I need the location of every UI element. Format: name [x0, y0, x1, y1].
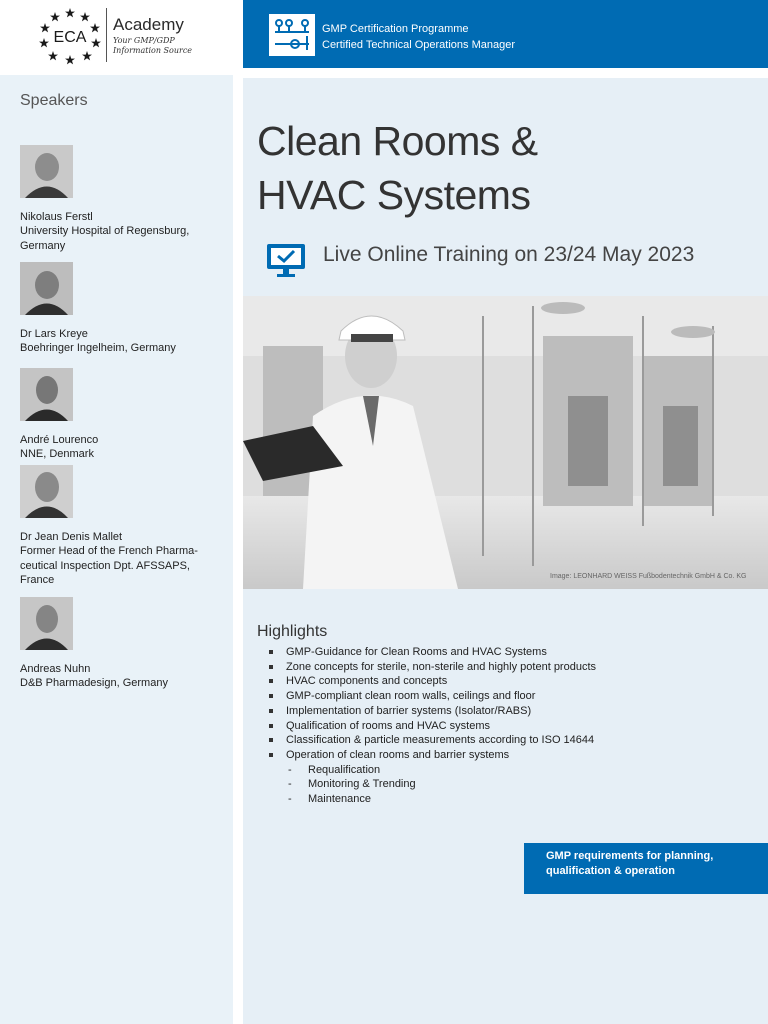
speaker-name: André Lourenco — [20, 434, 99, 446]
list-item: Operation of clean rooms and barrier systems — [268, 748, 748, 763]
highlights-list — [268, 645, 748, 807]
list-item: HVAC components and concepts — [268, 674, 748, 689]
list-item: GMP-compliant clean room walls, ceilings and floor — [268, 689, 748, 704]
speaker-card — [20, 597, 225, 691]
sub-list-item: - Monitoring & Trending — [268, 777, 748, 792]
list-item: Qualification of rooms and HVAC systems — [268, 719, 748, 734]
speaker-affiliation: D&B Pharmadesign, Germany — [20, 677, 168, 689]
speaker-affiliation: Boehringer Ingelheim, Germany — [20, 342, 176, 354]
speaker-photo — [20, 145, 73, 198]
programme-name: GMP Certification Programme — [322, 23, 469, 35]
speaker-affiliation: Former Head of the French Pharma- ceutical Inspection Dpt. AFSSAPS, France — [20, 545, 198, 586]
list-item: Implementation of barrier systems (Isolator/RABS) — [268, 704, 748, 719]
speaker-card — [20, 368, 225, 462]
list-item: Classification & particle measurements according to ISO 14644 — [268, 733, 748, 748]
eca-academy-logo — [0, 0, 233, 70]
sub-list-item: - Maintenance — [268, 792, 748, 807]
sub-list-item: - Requalification — [268, 763, 748, 778]
training-date: Live Online Training on 23/24 May 2023 — [323, 243, 695, 266]
online-monitor-icon — [266, 243, 306, 279]
programme-subtitle: Certified Technical Operations Manager — [322, 39, 516, 51]
page-title-line-1: Clean Rooms & — [257, 118, 538, 164]
eca-wordmark: ECA — [53, 29, 87, 46]
academy-title: Academy — [113, 15, 184, 34]
speaker-name: Andreas Nuhn — [20, 663, 91, 675]
hvac-system-icon — [269, 14, 315, 56]
speaker-photo — [20, 597, 73, 650]
highlights-heading: Highlights — [257, 623, 328, 640]
speaker-card — [20, 465, 225, 588]
callout-line-1: GMP requirements for planning, — [546, 850, 714, 862]
speaker-card — [20, 145, 225, 253]
list-item: Zone concepts for sterile, non-sterile and highly potent products — [268, 660, 748, 675]
speaker-name: Dr Jean Denis Mallet — [20, 531, 123, 543]
logo-divider — [106, 8, 107, 62]
academy-tagline-2: Information Source — [113, 46, 193, 55]
image-credit: Image: LEONHARD WEISS Fußbodentechnik GmbH & Co. KG — [550, 573, 747, 580]
speaker-photo — [20, 262, 73, 315]
eca-star-ring-logo — [36, 6, 104, 66]
speaker-affiliation: University Hospital of Regensburg, Germany — [20, 225, 190, 252]
academy-tagline-1: Your GMP/GDP — [113, 36, 175, 45]
callout-line-2: qualification & operation — [546, 865, 675, 877]
speaker-card — [20, 262, 225, 356]
speaker-affiliation: NNE, Denmark — [20, 448, 94, 460]
page-title-line-2: HVAC Systems — [257, 172, 531, 218]
speaker-name: Nikolaus Ferstl — [20, 211, 93, 223]
speaker-photo — [20, 465, 73, 518]
speakers-heading: Speakers — [20, 92, 88, 109]
list-item: GMP-Guidance for Clean Rooms and HVAC Systems — [268, 645, 748, 660]
speaker-name: Dr Lars Kreye — [20, 328, 88, 340]
speaker-photo — [20, 368, 73, 421]
clean-room-photo — [243, 296, 768, 589]
